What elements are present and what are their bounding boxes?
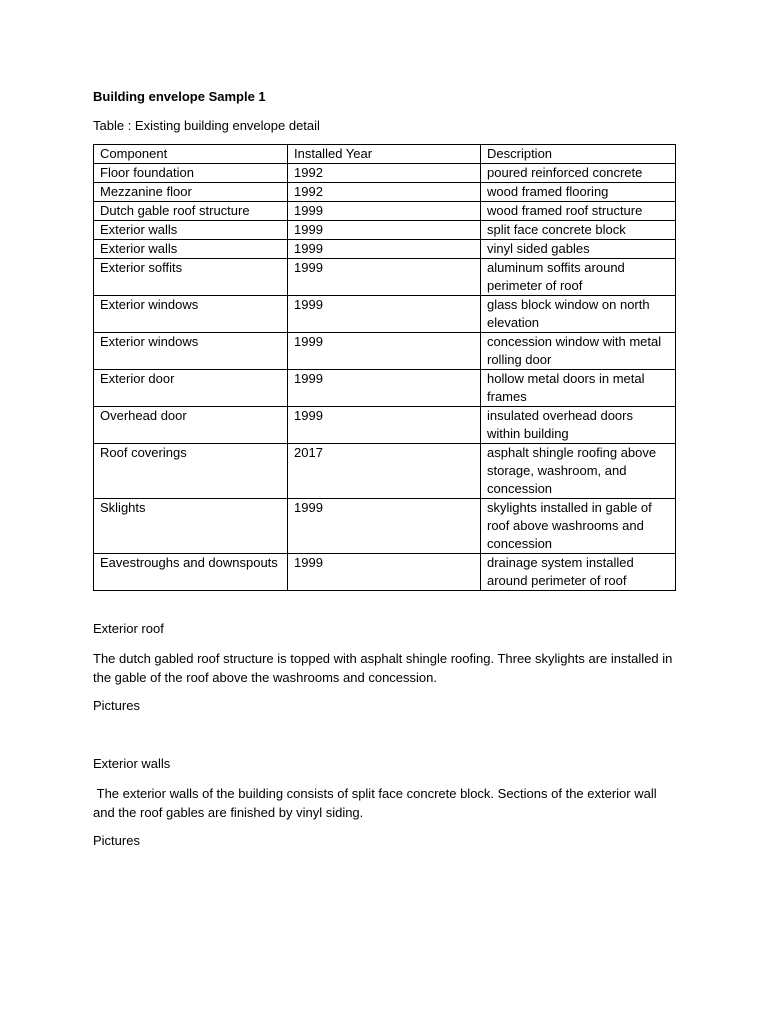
column-header-installed-year: Installed Year (288, 145, 481, 164)
cell-installed-year: 1999 (288, 259, 481, 296)
section-body-exterior-roof: The dutch gabled roof structure is topped with asphalt shingle roofing. Three skylights are installed in the gable of the roof above the washrooms and concession. (93, 651, 673, 685)
table-row (94, 370, 676, 407)
cell-component: Exterior door (94, 370, 288, 407)
cell-description: insulated overhead doors within building (481, 407, 676, 444)
table-row (94, 202, 676, 221)
pictures-label-exterior-roof: Pictures (93, 698, 140, 713)
document-title: Building envelope Sample 1 (93, 89, 266, 104)
document-page (93, 88, 675, 850)
cell-installed-year: 1999 (288, 240, 481, 259)
table-row (94, 164, 676, 183)
table-row (94, 499, 676, 554)
cell-component: Exterior walls (94, 240, 288, 259)
cell-component: Roof coverings (94, 444, 288, 499)
envelope-table (93, 144, 676, 591)
cell-installed-year: 1999 (288, 333, 481, 370)
section-heading-exterior-walls: Exterior walls (93, 756, 171, 771)
cell-description: aluminum soffits around perimeter of roof (481, 259, 676, 296)
cell-component: Exterior walls (94, 221, 288, 240)
cell-component: Exterior windows (94, 333, 288, 370)
table-row (94, 333, 676, 370)
cell-description: split face concrete block (481, 221, 676, 240)
cell-installed-year: 1999 (288, 554, 481, 591)
cell-component: Mezzanine floor (94, 183, 288, 202)
cell-installed-year: 1992 (288, 164, 481, 183)
table-row (94, 444, 676, 499)
table-row (94, 296, 676, 333)
cell-description: wood framed roof structure (481, 202, 676, 221)
cell-description: hollow metal doors in metal frames (481, 370, 676, 407)
table-row (94, 259, 676, 296)
cell-installed-year: 1992 (288, 183, 481, 202)
cell-component: Exterior windows (94, 296, 288, 333)
cell-component: Overhead door (94, 407, 288, 444)
cell-description: glass block window on north elevation (481, 296, 676, 333)
cell-component: Eavestroughs and downspouts (94, 554, 288, 591)
cell-installed-year: 1999 (288, 202, 481, 221)
cell-installed-year: 1999 (288, 221, 481, 240)
cell-description: skylights installed in gable of roof above washrooms and concession (481, 499, 676, 554)
cell-component: Dutch gable roof structure (94, 202, 288, 221)
cell-component: Exterior soffits (94, 259, 288, 296)
cell-installed-year: 1999 (288, 296, 481, 333)
section-heading-exterior-roof: Exterior roof (93, 621, 164, 636)
cell-component: Sklights (94, 499, 288, 554)
column-header-description: Description (481, 145, 676, 164)
pictures-label-exterior-walls: Pictures (93, 833, 140, 848)
cell-installed-year: 1999 (288, 407, 481, 444)
table-row (94, 240, 676, 259)
cell-description: vinyl sided gables (481, 240, 676, 259)
section-body-exterior-walls: The exterior walls of the building consists of split face concrete block. Sections of the exterior wall and the roof gables are finished by vinyl siding. (93, 786, 661, 820)
table-caption: Table : Existing building envelope detail (93, 118, 320, 133)
table-header-row (94, 145, 676, 164)
table-row (94, 554, 676, 591)
table-row (94, 407, 676, 444)
cell-installed-year: 1999 (288, 499, 481, 554)
cell-description: wood framed flooring (481, 183, 676, 202)
table-row (94, 221, 676, 240)
cell-description: concession window with metal rolling door (481, 333, 676, 370)
cell-description: poured reinforced concrete (481, 164, 676, 183)
cell-installed-year: 2017 (288, 444, 481, 499)
cell-installed-year: 1999 (288, 370, 481, 407)
cell-description: drainage system installed around perimeter of roof (481, 554, 676, 591)
table-row (94, 183, 676, 202)
column-header-component: Component (94, 145, 288, 164)
cell-component: Floor foundation (94, 164, 288, 183)
cell-description: asphalt shingle roofing above storage, washroom, and concession (481, 444, 676, 499)
